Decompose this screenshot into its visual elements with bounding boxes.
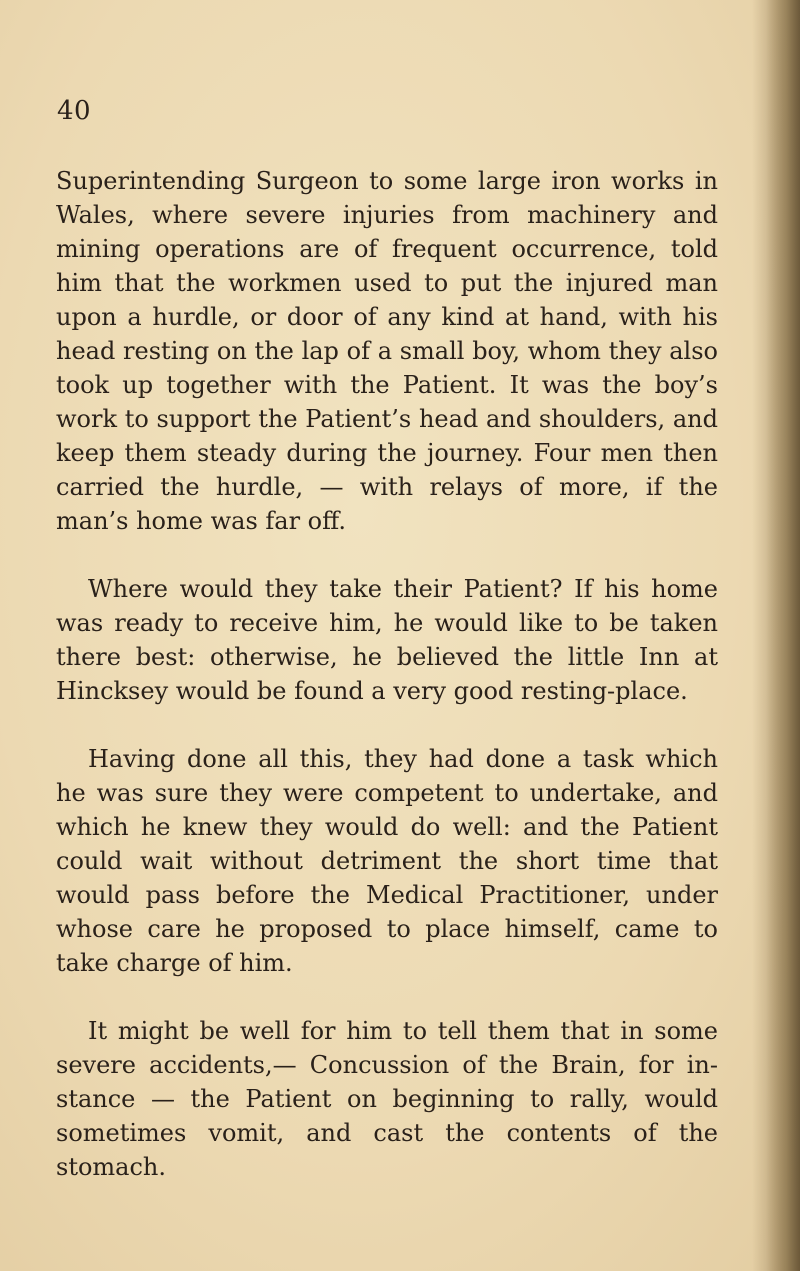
paragraph-4: It might be well for him to tell them that in some severe accidents,— Concussion of the Brain, for instance — the Patient on beginning to rally, would sometimes vomit, and cast the contents of the stomach. [56,1017,718,1181]
page-number: 40 [57,96,92,126]
binding-shadow [766,0,800,1271]
paragraph-1: Superintending Surgeon to some large iron works in Wales, where severe injuries from machinery and mining operations are of frequent occurrence, told him that the workmen used to put the injured man upon a hurdle, or door of any kind at hand, with his head resting on the lap of a small boy, whom they also took up together with the Patient. It was the boy’s work to support the Patient’s head and shoulders, and keep them steady during the journey. Four men then carried the hurdle, — with relays of more, if the man’s home was far off. [56,167,718,535]
paragraph-2: Where would they take their Patient? If his home was ready to receive him, he would like to be taken there best: otherwise, he believed the little Inn at Hincksey would be found a very good resting-place. [56,575,718,705]
paragraph-3: Having done all this, they had done a task which he was sure they were competent to undertake, and which he knew they would do well: and the Patient could wait without detriment the short time that would pass before the Medical Practitioner, under whose care he proposed to place himself, came to take charge of him. [56,745,718,977]
body-text [56,164,718,1184]
